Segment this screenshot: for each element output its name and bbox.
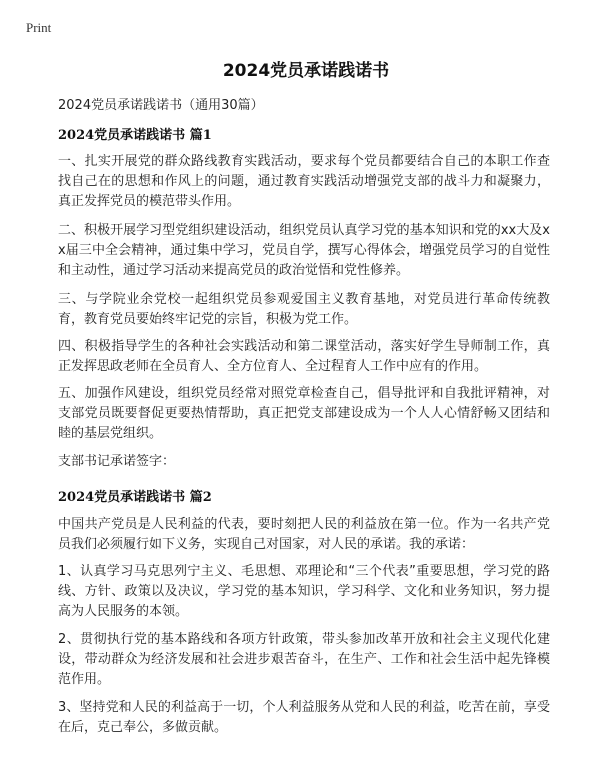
paragraph: 1、认真学习马克思列宁主义、毛思想、邓理论和“三个代表”重要思想，学习党的路线、方针、政策以及决议，学习党的基本知识，学习科学、文化和业务知识，努力提高为人民服务的本领。 (58, 564, 550, 619)
paragraph: 五、加强作风建设，组织党员经常对照党章检查自己，倡导批评和自我批评精神，对支部党员既要督促更要热情帮助，真正把党支部建设成为一个人人心情舒畅又团结和睦的基层党组织。 (58, 386, 550, 441)
paragraph: 三、与学院业余党校一起组织党员参观爱国主义教育基地，对党员进行革命传统教育，教育党员要始终牢记党的宗旨，积极为党工作。 (58, 292, 550, 327)
signature-line: 支部书记承诺签字： (58, 454, 176, 469)
paragraph: 3、坚持党和人民的利益高于一切，个人利益服务从党和人民的利益，吃苦在前，享受在后，克己奉公，多做贡献。 (58, 700, 550, 735)
paragraph: 二、积极开展学习型党组织建设活动，组织党员认真学习党的基本知识和党的xx大及xx届三中全会精神，通过集中学习，党员自学，撰写心得体会，增强党员学习的自觉性和主动性，通过学习活动来提高党员的政治觉悟和党性修养。 (58, 223, 550, 278)
section-heading-1: 2024党员承诺践诺书 篇1 (58, 128, 212, 143)
document-subtitle: 2024党员承诺践诺书（通用30篇） (58, 98, 264, 113)
paragraph: 四、积极指导学生的各种社会实践活动和第二课堂活动，落实好学生导师制工作，真正发挥思政老师在全员育人、全方位育人、全过程育人工作中应有的作用。 (58, 339, 550, 374)
section-heading-2: 2024党员承诺践诺书 篇2 (58, 490, 212, 505)
paragraph: 2、贯彻执行党的基本路线和各项方针政策，带头参加改革开放和社会主义现代化建设，带动群众为经济发展和社会进步艰苦奋斗，在生产、工作和社会生活中起先锋模范作用。 (58, 632, 550, 687)
paragraph: 中国共产党员是人民利益的代表，要时刻把人民的利益放在第一位。作为一名共产党员我们必须履行如下义务，实现自己对国家，对人民的承诺。我的承诺： (58, 517, 550, 552)
paragraph: 一、扎实开展党的群众路线教育实践活动，要求每个党员都要结合自己的本职工作查找自己在的思想和作风上的问题，通过教育实践活动增强党支部的战斗力和凝聚力，真正发挥党员的模范带头作用。 (58, 154, 550, 209)
print-link[interactable]: Print (26, 20, 52, 35)
document-title: 2024党员承诺践诺书 (222, 61, 390, 81)
